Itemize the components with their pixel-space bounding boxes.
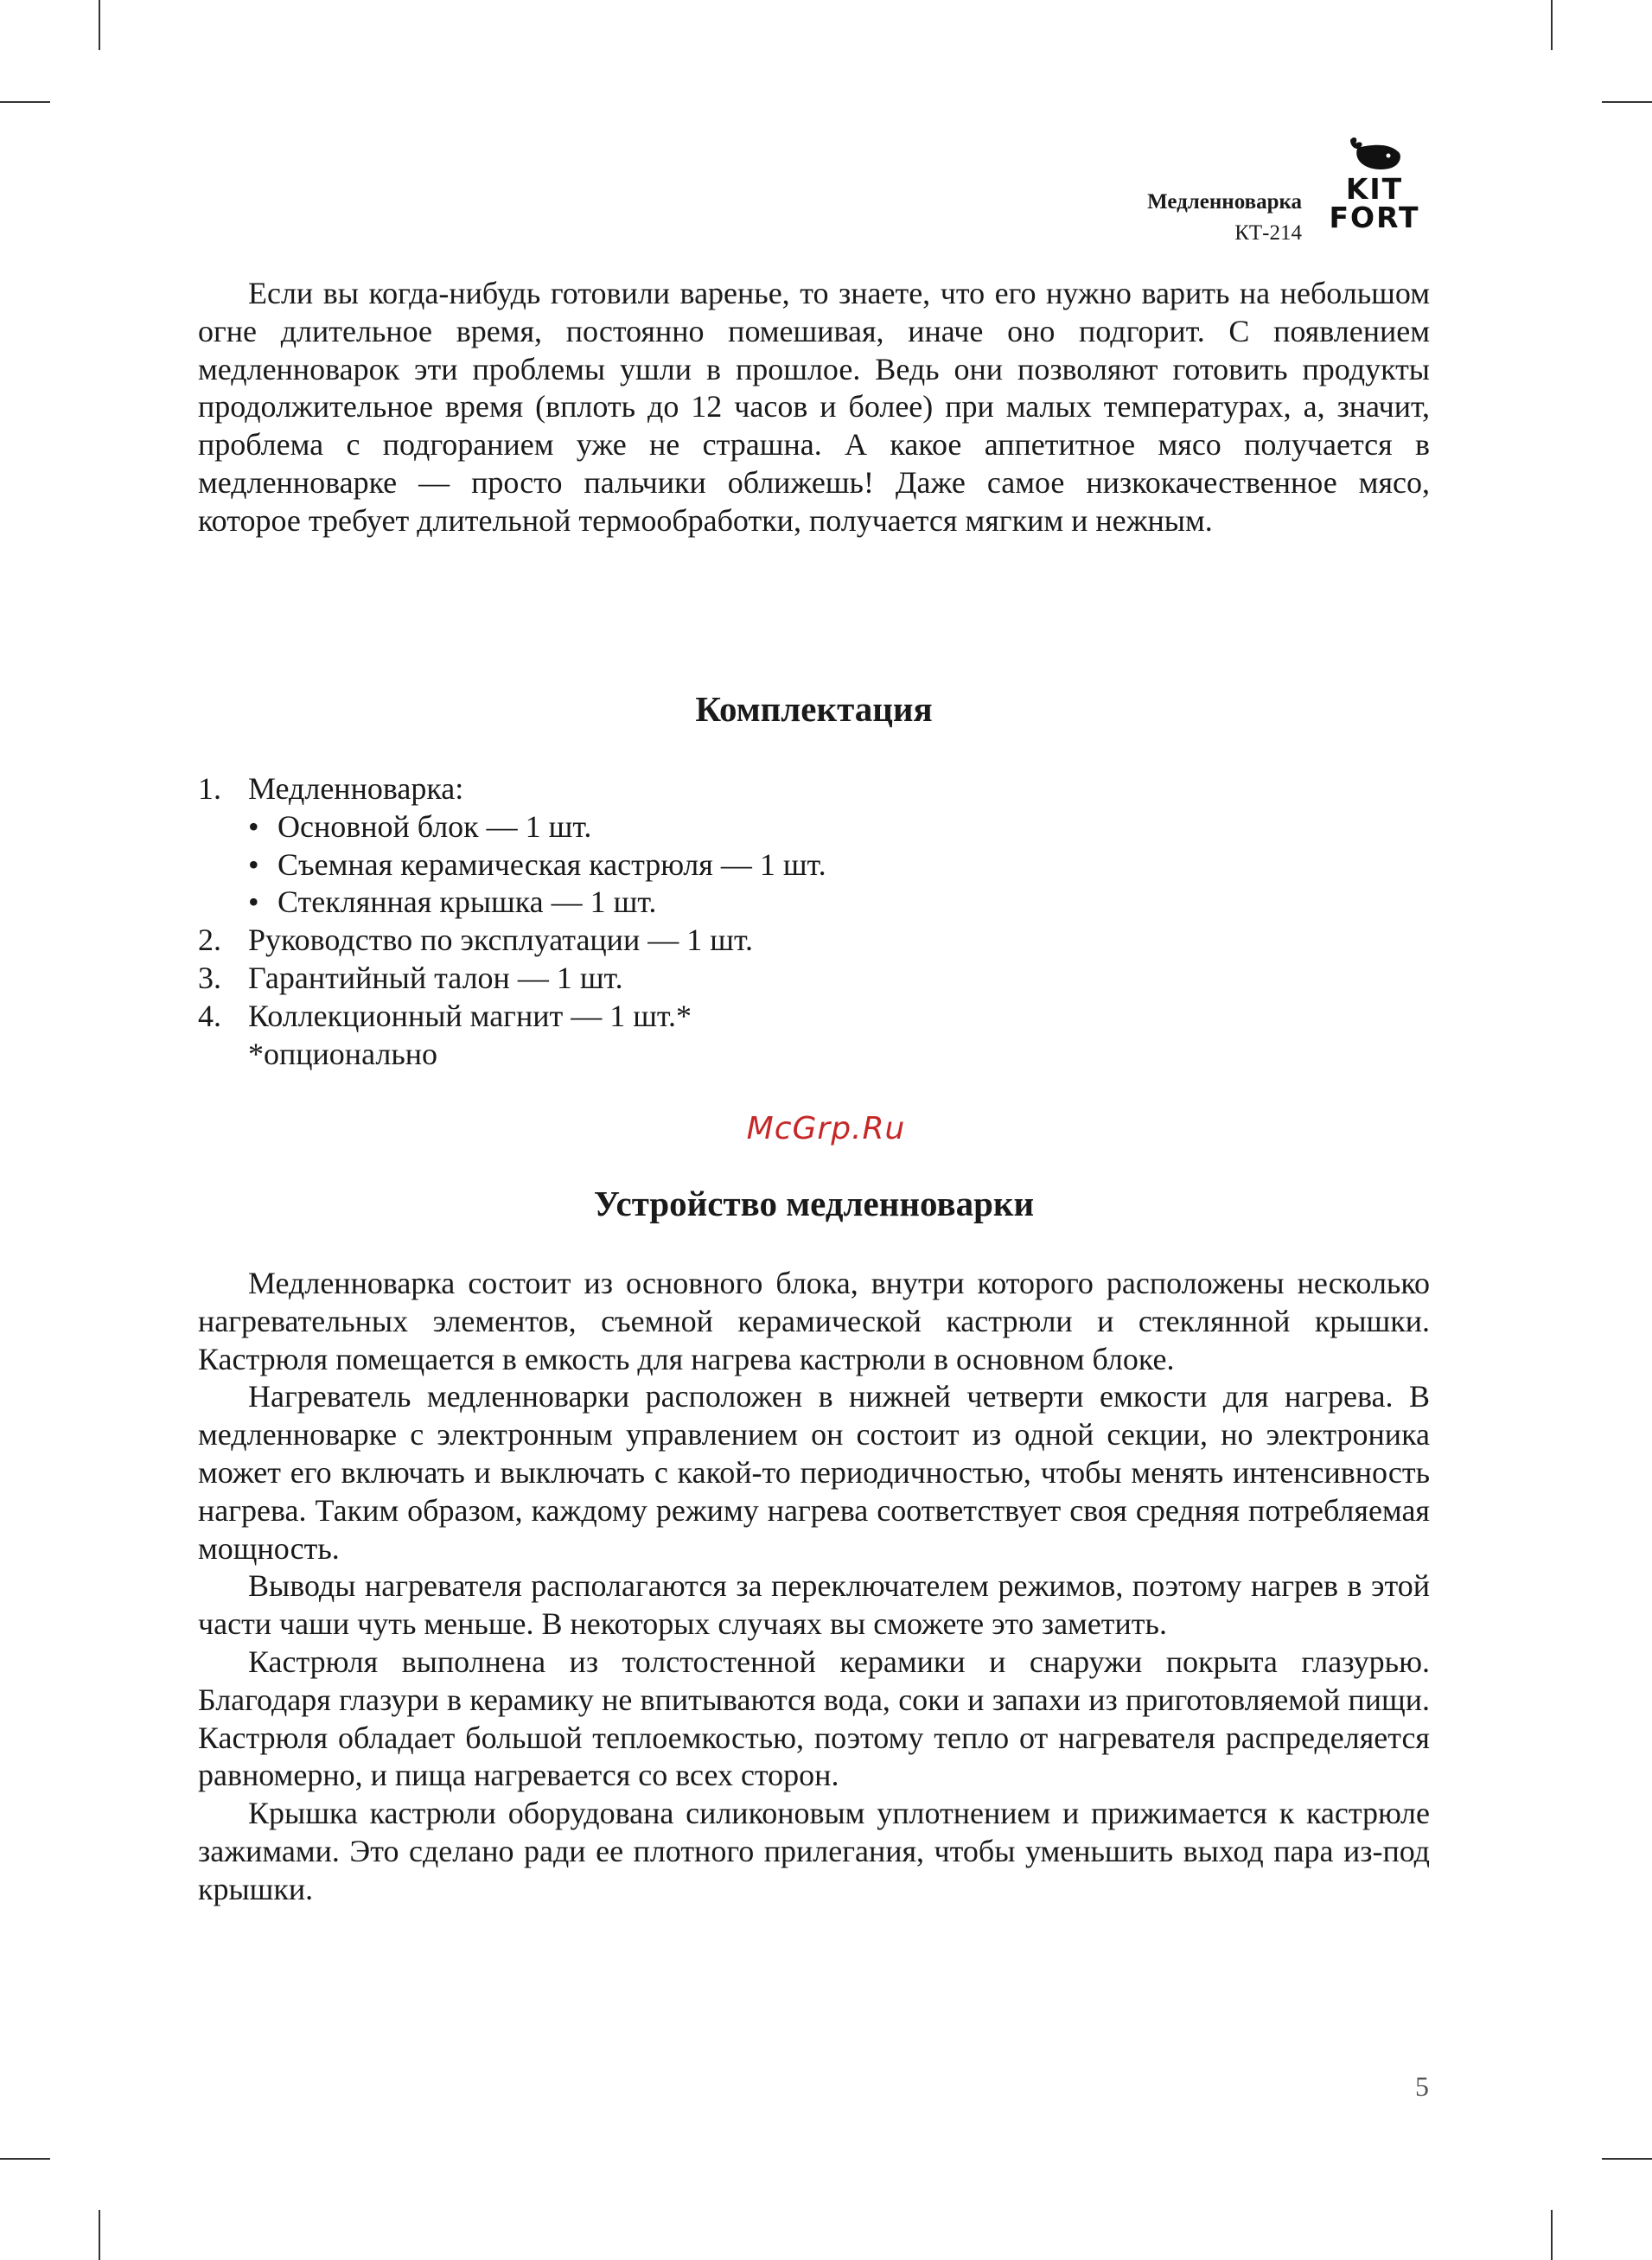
device-paragraph: Выводы нагревателя располагаются за переключателем режимов, поэтому нагрев в этой части чаши чуть меньше. В некоторых случаях вы сможете это заметить. (198, 1568, 1430, 1642)
watermark-link[interactable]: McGrp.Ru (746, 1111, 906, 1146)
list-item-text: Гарантийный талон — 1 шт. (248, 960, 623, 995)
device-paragraph: Кастрюля выполнена из толстостенной керамики и снаружи покрыта глазурью. Благодаря глазури в керамику не впитываются вода, соки и запахи из приготовляемой пищи. Кастрюля обладает большой теплоемкостью, поэтому тепло от нагревателя распределяется равномерно, и пища нагревается со всех сторон. (198, 1644, 1430, 1793)
page-header (913, 130, 1432, 245)
device-section (198, 1265, 1430, 1909)
list-item-number: 2. (198, 923, 221, 958)
bullet: • (248, 884, 259, 920)
list-item (198, 998, 1430, 1036)
intro-paragraph: Если вы когда-нибудь готовили варенье, то знаете, что его нужно варить на небольшом огне длительное время, постоянно помешивая, иначе оно подгорит. С появлением медленноварок эти проблемы ушли в прошлое. Ведь они позволяют готовить продукты продолжительное время (вплоть до 12 часов и более) при малых температурах, а, значит, проблема с подгоранием уже не страшна. А какое аппетитное мясо получается в медленноварке — просто пальчики оближешь! Даже самое низкокачественное мясо, которое требует длительной термообработки, получается мягким и нежным. (198, 276, 1430, 538)
logo-text-kit: KIT (1345, 172, 1404, 206)
crop-mark (1602, 101, 1652, 103)
sub-list-item (198, 808, 1430, 846)
list-item (198, 770, 1430, 808)
list-item-number: 1. (198, 771, 221, 806)
list-item (198, 922, 1430, 960)
list-item-number: 4. (198, 998, 221, 1033)
list-item-number: 3. (198, 960, 221, 995)
list-item (198, 960, 1430, 998)
section-title-kit: Комплектация (695, 689, 933, 729)
crop-mark (0, 101, 50, 103)
crop-mark (0, 2158, 50, 2160)
crop-mark (99, 0, 100, 50)
product-title: Медленноварка (1147, 190, 1302, 214)
crop-mark (99, 2210, 100, 2260)
sub-list-item (198, 846, 1430, 884)
header-text (1147, 187, 1302, 249)
crop-mark (1602, 2158, 1652, 2160)
list-item-text: Коллекционный магнит — 1 шт.* (248, 998, 692, 1033)
sub-list-item-text: Съемная керамическая кастрюля — 1 шт. (277, 846, 826, 882)
product-model: КТ-214 (1234, 221, 1302, 245)
whale-icon (1343, 130, 1406, 173)
bullet: • (248, 808, 259, 844)
kit-list (198, 770, 1430, 1073)
device-paragraph: Крышка кастрюли оборудована силиконовым уплотнением и прижимается к кастрюле зажимами. Это сделано ради ее плотного прилегания, чтобы уменьшить выход пара из-под крышки. (198, 1796, 1430, 1906)
sub-list-item-text: Стеклянная крышка — 1 шт. (277, 884, 657, 920)
section-title-device: Устройство медленноварки (593, 1184, 1035, 1223)
crop-mark (1551, 2210, 1553, 2260)
list-item-text: Руководство по эксплуатации — 1 шт. (248, 923, 753, 958)
sub-list-item-text: Основной блок — 1 шт. (277, 808, 592, 844)
optional-note: *опционально (248, 1036, 438, 1071)
device-paragraph: Медленноварка состоит из основного блока, внутри которого расположены несколько нагревательных элементов, съемной керамической кастрюли и стеклянной крышки. Кастрюля помещается в емкость для нагрева кастрюли в основном блоке. (198, 1266, 1430, 1376)
crop-mark (1551, 0, 1553, 50)
logo-text-fort: FORT (1329, 201, 1420, 234)
list-item-text: Медленноварка: (248, 771, 464, 806)
sub-list-item (198, 884, 1430, 922)
brand-logo (1317, 130, 1432, 242)
intro-section (198, 275, 1430, 540)
device-paragraph: Нагреватель медленноварки расположен в нижней четверти емкости для нагрева. В медленноварке с электронным управлением он состоит из одной секции, но электроника может его включать и выключать с какой-то периодичностью, чтобы менять интенсивность нагрева. Таким образом, каждому режиму нагрева соответствует своя средняя потребляемая мощность. (198, 1379, 1430, 1566)
bullet: • (248, 846, 259, 882)
page-number: 5 (1415, 2071, 1429, 2102)
